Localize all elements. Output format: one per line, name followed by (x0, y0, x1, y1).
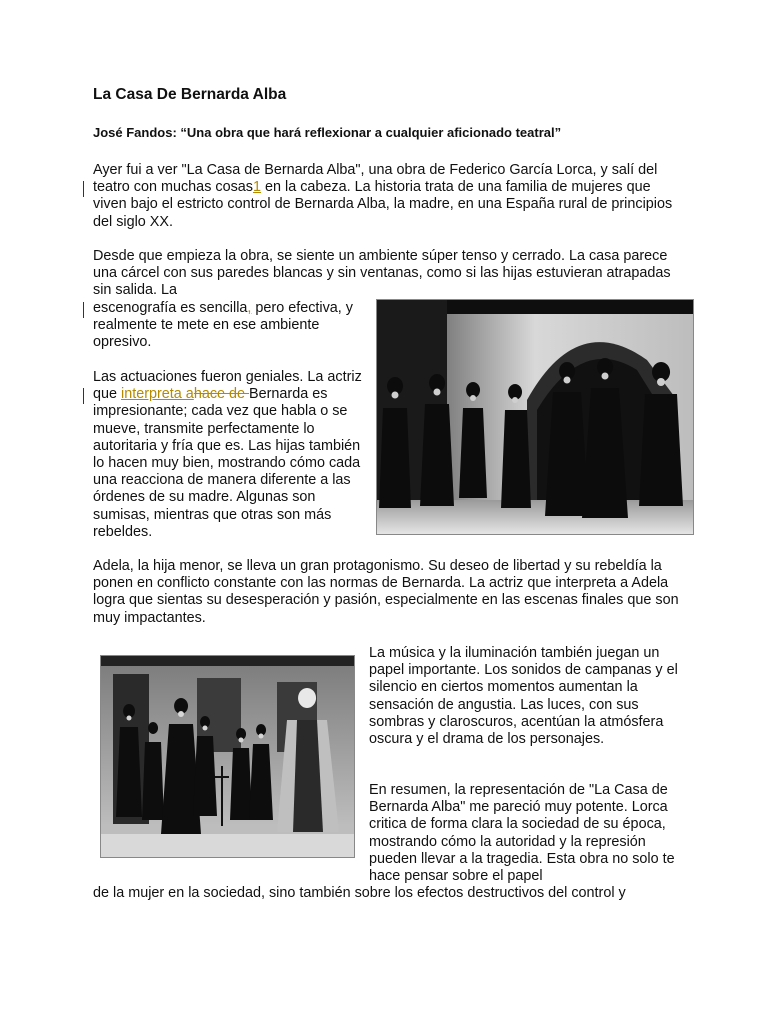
change-bar (83, 181, 84, 197)
paragraph-setting: Desde que empieza la obra, se siente un ambiente súper tenso y cerrado. La casa parece una cárcel con sus paredes blancas y sin ventanas, como si las hijas estuvieran atrapadas sin salida. La (93, 248, 671, 299)
paragraph-music: La música y la iluminación también juegan un papel importante. Los sonidos de campanas y el silencio en ciertos momentos aumentan la sensación de angustia. Las luces, con sus sombras y claroscuros, acentúan la atmósfera oscura y el drama de los personajes. (369, 645, 678, 748)
subtitle: José Fandos: “Una obra que hará reflexionar a cualquier aficionado teatral” (93, 125, 562, 140)
paragraph-acting-text: Las actuaciones fueron geniales. La actriz que (93, 369, 362, 403)
paragraph-setting-text-end: pero efectiva, y realmente te mete en ese ambiente opresivo. (93, 300, 353, 351)
paragraph-setting-text: escenografía es sencilla (93, 300, 248, 316)
page-title: La Casa De Bernarda Alba (93, 86, 287, 103)
stage-photo-bottom (101, 656, 354, 857)
inserted-text: 1 (252, 179, 261, 196)
paragraph-acting-text-end: Bernarda es impresionante; cada vez que habla o se mueve, transmite perfectamente lo autoritaria y fría que es. Las hijas también lo hacen muy bien, mostrando cómo cada una reacciona de manera diferente a las órdenes de su madre. Algunas son sumisas, mientras que otras son más rebeldes. (93, 386, 361, 540)
inserted-comma: , (247, 300, 252, 316)
paragraph-summary: En resumen, la representación de "La Casa de Bernarda Alba" me pareció muy potente. Lorca critica de forma clara la sociedad de su época, mostrando cómo la autoridad y la represión pueden llevar a la tragedia. Esta obra no solo te hace pensar sobre el papel (369, 782, 675, 885)
inserted-text: interpreta a (121, 386, 194, 403)
paragraph-intro-text: Ayer fui a ver "La Casa de Bernarda Alba", una obra de Federico García Lorca, y salí del teatro con muchas cosas (93, 162, 658, 196)
paragraph-acting (93, 369, 365, 541)
paragraph-intro (93, 162, 683, 231)
stage-photo-top-image (377, 300, 693, 534)
change-bar (83, 388, 84, 404)
paragraph-summary-continued: de la mujer en la sociedad, sino también sobre los efectos destructivos del control y (93, 885, 626, 901)
paragraph-adela: Adela, la hija menor, se lleva un gran protagonismo. Su deseo de libertad y su rebeldía la ponen en conflicto constante con las normas de Bernarda. La actriz que interpreta a Adela logra que sientas su desesperación y pasión, especialmente en las escenas finales que son muy impactantes. (93, 558, 679, 626)
paragraph-intro-text-end: en la cabeza. La historia trata de una familia de mujeres que viven bajo el estricto control de Bernarda Alba, la madre, en una España rural de principios del siglo XX. (93, 179, 673, 230)
change-bar (83, 302, 84, 318)
paragraph-setting-continued (93, 300, 361, 352)
stage-photo-top (377, 300, 693, 534)
stage-photo-bottom-image (101, 656, 354, 857)
deleted-text: hace de (193, 386, 250, 403)
